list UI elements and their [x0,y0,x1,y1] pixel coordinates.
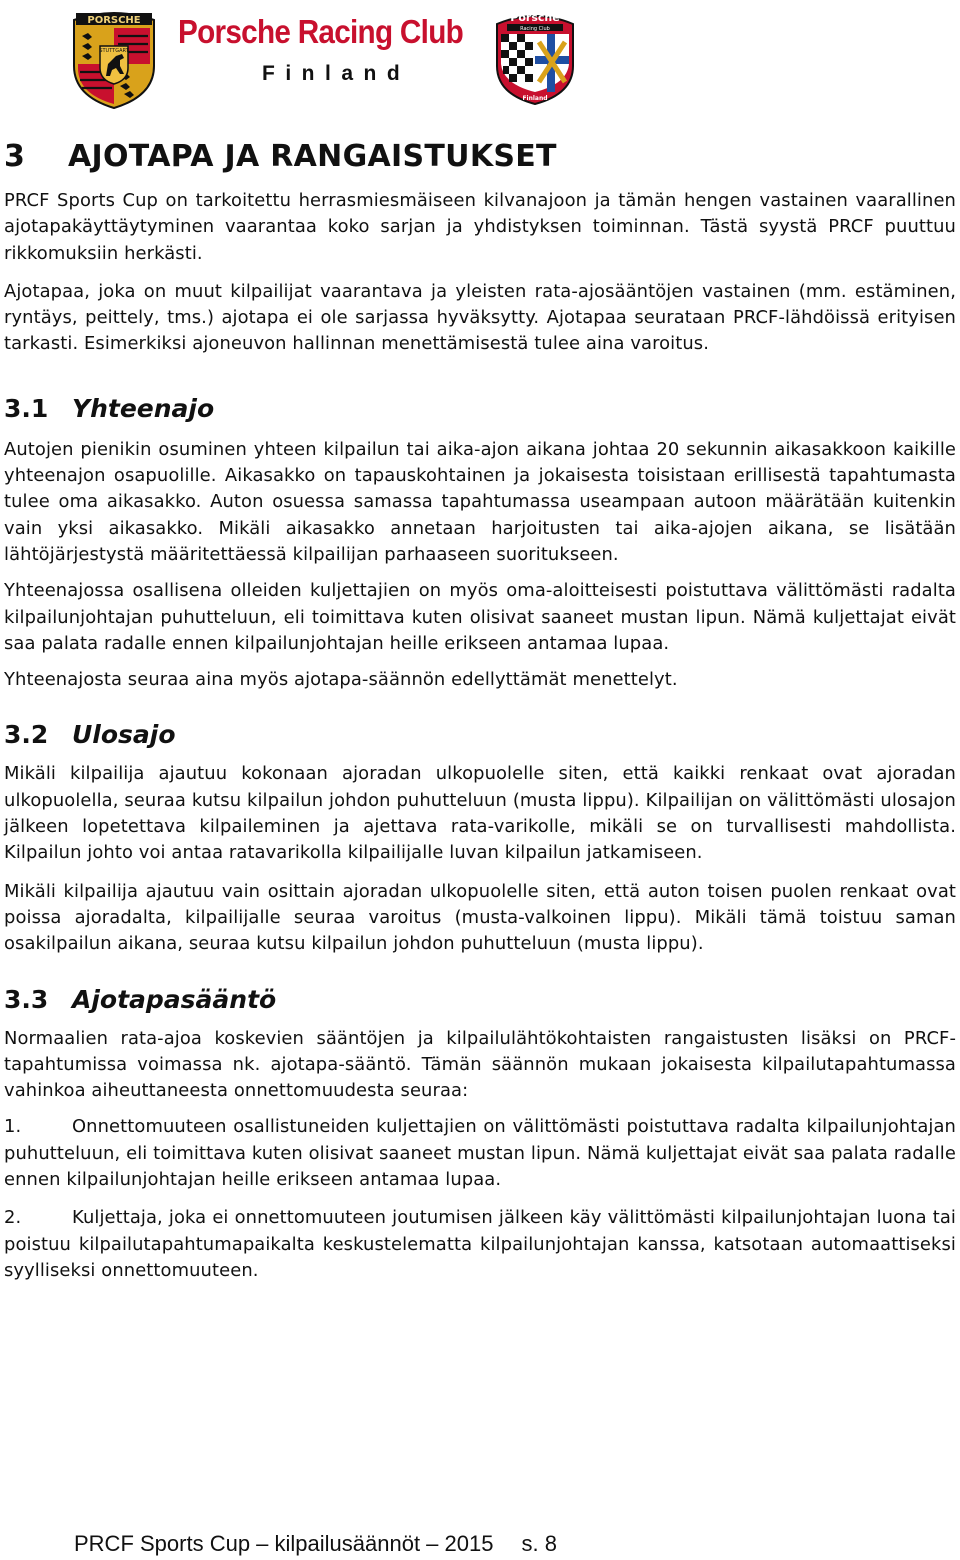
paragraph: Yhteenajosta seuraa aina myös ajotapa-säännön edellyttämät menettelyt. [4,669,678,691]
subsection-title: Yhteenajo [72,393,215,423]
brand-subtitle: Finland [262,62,411,85]
page-header [0,0,960,115]
section-number: 3 [4,139,26,174]
list-item-text: Kuljettaja, joka ei onnettomuuteen joutumisen jälkeen käy välittömästi kilpailunjohtajan luona tai poistuu kilpailutapahtumapaikalta keskustelematta kilpailunjohtajan kanssa, katsotaan automaattiseksi syylliseksi onnettomuuteen. [4,1207,956,1281]
paragraph: Yhteenajossa osallisena olleiden kuljettajien on myös oma-aloitteisesti poistuttava välittömästi radalta kilpailunjohtajan puhutteluun, eli toimittava kuten olisivat saaneet mustan lipun. Nämä kuljettajat eivät saa palata radalle ennen kilpailunjohtajan heille erikseen antamaa lupaa. [4,580,956,654]
document-body [4,140,956,1284]
svg-text:STUTTGART: STUTTGART [99,48,129,54]
brand-wordmark [178,12,478,86]
subsection-heading [4,394,956,424]
list-item [4,1114,956,1193]
page-number: s. 8 [521,1531,557,1556]
subsection-number: 3.2 [4,720,49,750]
svg-text:Racing Club: Racing Club [520,26,550,32]
section-title: AJOTAPA JA RANGAISTUKSET [68,139,557,174]
subsection-number: 3.3 [4,984,49,1014]
subsection-title: Ulosajo [72,720,176,750]
svg-text:Porsche: Porsche [510,11,560,24]
subsection-title: Ajotapasääntö [72,984,277,1014]
svg-text:Finland: Finland [522,95,548,102]
list-item-text: Onnettomuuteen osallistuneiden kuljettajien on välittömästi poistuttava radalta kilpailunjohtajan puhutteluun, eli toimittava kuten olisivat saaneet mustan lipun. Nämä kuljettajat eivät saa palata radalle ennen kilpailunjohtajan heille erikseen antamaa lupaa. [4,1116,956,1191]
footer-title: PRCF Sports Cup – kilpailusäännöt – 2015 [74,1531,494,1556]
list-item-number: 1. [4,1116,22,1138]
subsection-heading [4,985,956,1015]
paragraph: Ajotapaa, joka on muut kilpailijat vaarantava ja yleisten rata-ajosääntöjen vastainen (mm. estäminen, ryntäys, peittely, tms.) ajotapa ei ole sarjassa hyväksytty. Ajotapaa seurataan PRCF-lähdöissä erityisen tarkasti. Esimerkiksi ajoneuvon hallinnan menettämisestä tulee aina varoitus. [4,280,956,355]
brand-title: Porsche Racing Club [178,13,464,50]
subsection-heading [4,720,956,750]
paragraph: Mikäli kilpailija ajautuu kokonaan ajoradan ulkopuolelle siten, että kaikki renkaat ovat ajoradan ulkopuolella, seuraa kutsu kilpailun johdon puhutteluun (musta lippu). Kilpailijan on välittömästi ulosajon jälkeen lopetettava kilpaileminen ja ajettava rata-varikolle, mikäli se on turvallisesti mahdollista. Kilpailun johto voi antaa ratavarikolla kilpailijalle luvan kilpailun jatkamiseen. [4,763,956,864]
paragraph: Autojen pienikin osuminen yhteen kilpailun tai aika-ajon aikana johtaa 20 sekunnin aikasakkoon kaikille yhteenajon osapuolille. Aikasakko on tapauskohtainen ja jokaisesta toisistaan erillisestä tapahtumasta tulee oma aikasakko. Auton osuessa samassa tapahtumassa useampaan autoon määrätään kuitenkin vain yksi aikasakko. Mikäli aikasakko annetaan harjoitusten tai aika-ajojen aikana, se lisätään lähtöjärjestystä määritettäessä kilpailijan parhaaseen suoritukseen. [4,438,956,565]
list-item-number: 2. [4,1207,22,1229]
paragraph: Normaalien rata-ajoa koskevien sääntöjen ja kilpailulähtökohtaisten rangaistusten lisäksi on PRCF-tapahtumissa voimassa nk. ajotapa-sääntö. Tämän säännön mukaan jokaisesta kilpailutapahtumassa vahinkoa aiheuttaneesta onnettomuudesta seuraa: [4,1027,956,1102]
section-heading [4,140,956,174]
subsection-number: 3.1 [4,393,49,423]
porsche-crest-logo [70,6,158,110]
svg-text:PORSCHE: PORSCHE [87,15,141,26]
paragraph: Mikäli kilpailija ajautuu vain osittain ajoradan ulkopuolelle siten, että auton toisen puolen renkaat ovat poissa ajoradalta, kilpailijalle seuraa varoitus (musta-valkoinen lippu). Mikäli tämä toistuu saman osakilpailun aikana, seuraa kutsu kilpailun johdon puhutteluun (musta lippu). [4,880,956,955]
page-footer [74,1530,557,1558]
paragraph: PRCF Sports Cup on tarkoitettu herrasmiesmäiseen kilvanajoon ja tämän hengen vastainen vaarallinen ajotapakäyttäytyminen vaarantaa koko sarjan ja yhdistyksen toiminnan. Tästä syystä PRCF puuttuu rikkomuksiin herkästi. [4,190,956,264]
racing-club-badge-logo [493,6,577,106]
list-item [4,1205,956,1284]
